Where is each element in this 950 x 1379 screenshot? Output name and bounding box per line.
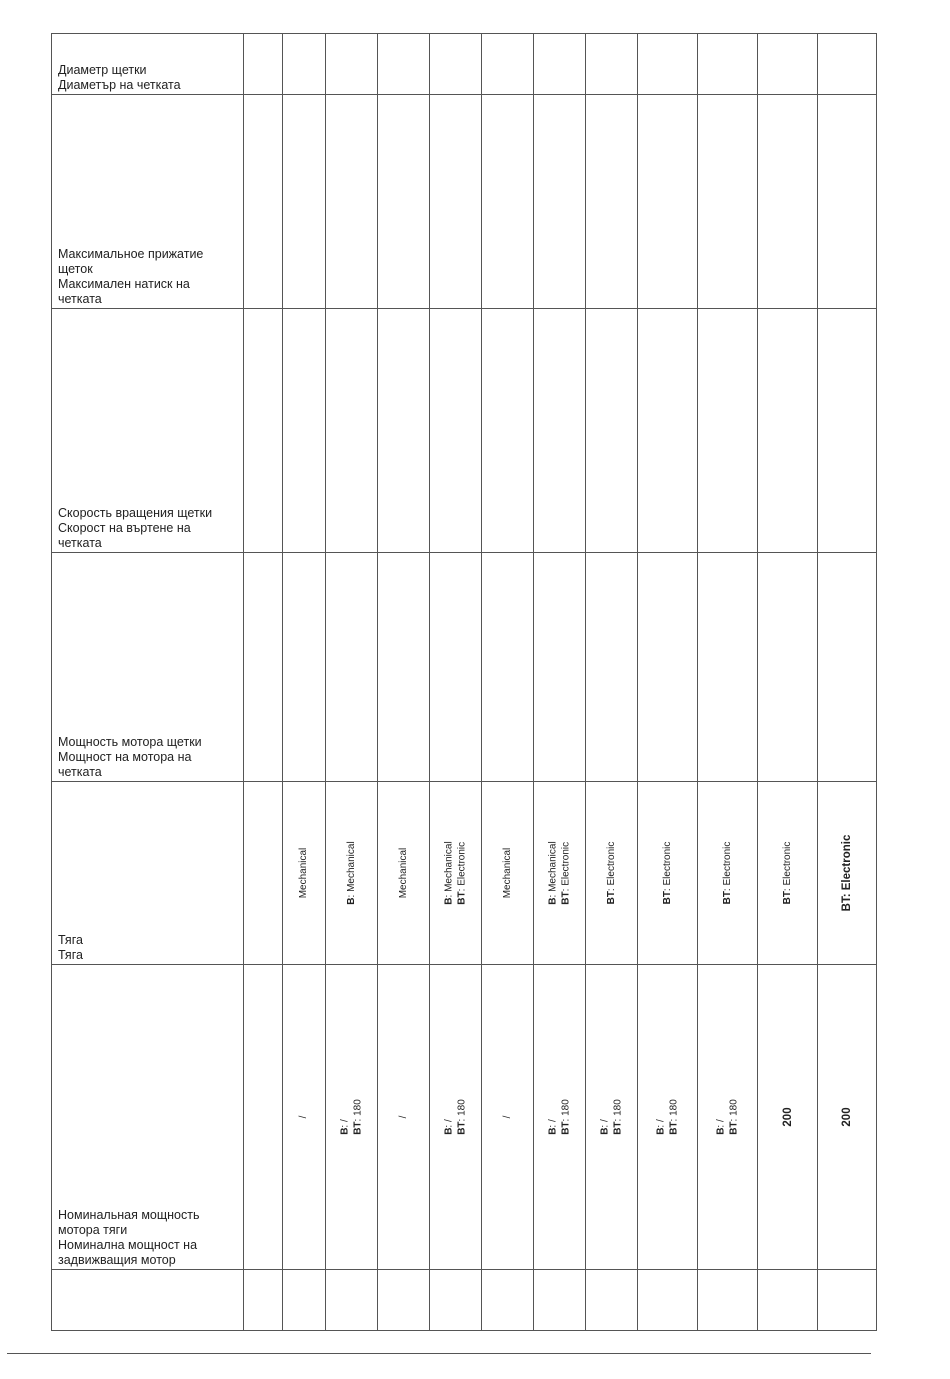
value-cell: [638, 34, 698, 95]
row-label-cell: [52, 34, 244, 95]
value-cell: [378, 34, 430, 95]
value-label: /: [501, 1115, 513, 1119]
row-label-cell: [52, 782, 244, 965]
value-cell: [283, 95, 326, 309]
value-cell: [534, 309, 586, 553]
value-cell: [534, 782, 586, 965]
row-label: [58, 63, 239, 93]
value-cell: [534, 553, 586, 782]
value-line: [841, 835, 854, 912]
value-cell: [638, 95, 698, 309]
value-cell: [638, 553, 698, 782]
value-label: : /: [443, 1119, 454, 1128]
value-line: [560, 1099, 573, 1135]
row-label-line: Мощность мотора щетки: [58, 735, 202, 749]
value-label: Mechanical: [501, 847, 513, 899]
value-prefix: BT: [455, 1121, 467, 1135]
value-prefix: BT: [781, 891, 793, 905]
row-label-line: Номинална мощност на: [58, 1238, 198, 1252]
value-cell: [283, 1270, 326, 1331]
value-text: [345, 841, 358, 904]
value-cell: [482, 553, 534, 782]
value-cell: [534, 34, 586, 95]
row-label: [58, 933, 239, 963]
row-label: [58, 247, 239, 307]
row-label-line: Диаметр щетки: [58, 63, 147, 77]
value-text: [397, 1116, 410, 1119]
value-line: [599, 1099, 612, 1135]
model-cell: [244, 309, 283, 553]
value-cell: [378, 553, 430, 782]
value-text: [599, 1099, 624, 1135]
value-cell: [283, 965, 326, 1270]
model-cell: [244, 965, 283, 1270]
value-label: : /: [339, 1119, 350, 1128]
value-line: [781, 842, 794, 905]
value-cell: [326, 309, 378, 553]
value-prefix: BT: Electronic: [840, 834, 853, 912]
row-label: [58, 1208, 239, 1268]
value-cell: [430, 34, 482, 95]
value-text: [715, 1099, 740, 1135]
value-line: [841, 1107, 854, 1126]
value-cell: [698, 34, 758, 95]
value-label: : 180: [727, 1099, 739, 1122]
value-prefix: B: [443, 897, 454, 905]
value-cell: [378, 95, 430, 309]
value-line: [605, 842, 618, 905]
value-label: : Electronic: [781, 841, 793, 892]
model-cell: [244, 782, 283, 965]
value-cell: [818, 965, 877, 1270]
row-label-line: Максимален натиск на: [58, 277, 190, 291]
row-label-line: четката: [58, 765, 102, 779]
value-cell: [482, 965, 534, 1270]
row-label-line: Диаметър на четката: [58, 78, 181, 92]
value-label: : Electronic: [721, 841, 733, 892]
value-label: : Mechanical: [443, 841, 454, 898]
value-text: [841, 1107, 854, 1126]
table-row: [52, 782, 877, 965]
value-text: [547, 1099, 572, 1135]
value-line: [668, 1099, 681, 1135]
value-prefix: B: [345, 897, 357, 905]
value-cell: [482, 1270, 534, 1331]
value-line: [547, 841, 560, 904]
value-prefix: B: [547, 897, 558, 905]
value-line: [298, 1116, 311, 1119]
value-cell: [638, 965, 698, 1270]
row-label-line: Тяга: [58, 948, 83, 962]
row-label-line: Тяга: [58, 933, 83, 947]
row-label-line: четката: [58, 292, 102, 306]
value-cell: [586, 34, 638, 95]
row-label-line: щеток: [58, 262, 93, 276]
row-label-cell: [52, 95, 244, 309]
value-cell: [534, 965, 586, 1270]
value-cell: [378, 1270, 430, 1331]
spec-table: [51, 33, 877, 1331]
value-label: : Electronic: [605, 841, 617, 892]
row-label-cell: [52, 553, 244, 782]
value-prefix: B: [715, 1127, 726, 1135]
value-prefix: B: [443, 1127, 454, 1135]
value-cell: [326, 95, 378, 309]
footer-rule: [7, 1353, 871, 1354]
row-label-line: задвижващия мотор: [58, 1253, 176, 1267]
value-text: [501, 1116, 514, 1119]
value-line: [443, 841, 456, 904]
table-row: [52, 309, 877, 553]
value-label: : 180: [455, 1099, 467, 1122]
value-cell: [534, 1270, 586, 1331]
row-label: [58, 506, 239, 551]
value-cell: [818, 34, 877, 95]
value-cell: [698, 309, 758, 553]
value-label: : Electronic: [661, 841, 673, 892]
value-cell: [430, 553, 482, 782]
value-cell: [430, 965, 482, 1270]
value-prefix: 200: [781, 1107, 794, 1127]
value-text: [501, 848, 514, 899]
value-prefix: B: [547, 1127, 558, 1135]
value-label: : Mechanical: [345, 841, 357, 898]
value-line: [339, 1099, 352, 1135]
value-prefix: BT: [661, 891, 673, 905]
value-cell: [534, 95, 586, 309]
value-label: : /: [599, 1119, 610, 1128]
value-cell: [586, 782, 638, 965]
row-label-cell: [52, 1270, 244, 1331]
value-label: : /: [715, 1119, 726, 1128]
value-label: : 180: [611, 1099, 623, 1122]
table-row: [52, 34, 877, 95]
model-cell: [244, 1270, 283, 1331]
value-cell: [326, 553, 378, 782]
value-cell: [638, 1270, 698, 1331]
value-text: [661, 842, 674, 905]
row-label-line: четката: [58, 536, 102, 550]
value-cell: [758, 34, 818, 95]
row-label: [58, 735, 239, 780]
value-text: [443, 841, 468, 904]
value-cell: [482, 309, 534, 553]
value-prefix: BT: [721, 891, 733, 905]
value-prefix: BT: [559, 1121, 571, 1135]
value-label: : Mechanical: [547, 841, 558, 898]
value-cell: [586, 553, 638, 782]
value-line: [443, 1099, 456, 1135]
row-label-line: Максимальное прижатие: [58, 247, 204, 261]
value-cell: [818, 309, 877, 553]
model-cell: [244, 95, 283, 309]
table-row: [52, 965, 877, 1270]
value-text: [298, 848, 311, 899]
row-label-line: Скорост на въртене на: [58, 521, 191, 535]
value-line: [397, 1116, 410, 1119]
value-prefix: BT: [351, 1121, 363, 1135]
value-cell: [430, 782, 482, 965]
value-line: [298, 848, 311, 899]
value-text: [605, 842, 618, 905]
value-cell: [326, 782, 378, 965]
value-line: [501, 848, 514, 899]
value-line: [352, 1099, 365, 1135]
value-cell: [638, 309, 698, 553]
value-label: : 180: [559, 1099, 571, 1122]
value-label: /: [397, 1115, 409, 1119]
value-label: Mechanical: [297, 847, 309, 899]
value-cell: [283, 553, 326, 782]
table-row: [52, 95, 877, 309]
value-label: : 180: [351, 1099, 363, 1122]
value-cell: [758, 1270, 818, 1331]
value-prefix: BT: [559, 891, 571, 905]
value-label: : 180: [667, 1099, 679, 1122]
value-line: [547, 1099, 560, 1135]
value-cell: [482, 782, 534, 965]
value-line: [345, 841, 358, 904]
value-prefix: B: [339, 1127, 350, 1135]
value-line: [560, 841, 573, 904]
value-line: [728, 1099, 741, 1135]
value-text: [781, 842, 794, 905]
value-label: /: [297, 1115, 309, 1119]
value-cell: [698, 553, 758, 782]
model-cell: [244, 34, 283, 95]
value-line: [456, 1099, 469, 1135]
value-text: [781, 1107, 794, 1126]
value-cell: [586, 1270, 638, 1331]
value-cell: [283, 309, 326, 553]
value-cell: [758, 553, 818, 782]
value-cell: [818, 553, 877, 782]
value-text: [841, 835, 854, 912]
row-label-line: мотора тяги: [58, 1223, 128, 1237]
value-cell: [698, 965, 758, 1270]
value-cell: [586, 309, 638, 553]
value-cell: [758, 309, 818, 553]
value-text: [298, 1116, 311, 1119]
value-cell: [586, 965, 638, 1270]
value-label: : /: [655, 1119, 666, 1128]
value-text: [721, 842, 734, 905]
table-row: [52, 1270, 877, 1331]
value-cell: [698, 95, 758, 309]
value-text: [547, 841, 572, 904]
value-cell: [818, 782, 877, 965]
value-line: [715, 1099, 728, 1135]
value-cell: [698, 1270, 758, 1331]
value-cell: [326, 1270, 378, 1331]
value-cell: [818, 95, 877, 309]
value-prefix: B: [655, 1127, 666, 1135]
value-text: [443, 1099, 468, 1135]
value-text: [397, 848, 410, 899]
value-cell: [283, 34, 326, 95]
value-prefix: BT: [727, 1121, 739, 1135]
value-cell: [378, 309, 430, 553]
value-prefix: 200: [840, 1107, 853, 1127]
value-text: [339, 1099, 364, 1135]
value-cell: [482, 34, 534, 95]
value-prefix: BT: [611, 1121, 623, 1135]
value-cell: [430, 95, 482, 309]
value-label: Mechanical: [397, 847, 409, 899]
value-cell: [758, 965, 818, 1270]
value-prefix: BT: [667, 1121, 679, 1135]
value-line: [655, 1099, 668, 1135]
value-line: [781, 1107, 794, 1126]
value-cell: [378, 782, 430, 965]
value-label: : Electronic: [559, 841, 571, 892]
row-label-line: Скорость вращения щетки: [58, 506, 213, 520]
value-line: [612, 1099, 625, 1135]
value-cell: [326, 965, 378, 1270]
row-label-line: Мощност на мотора на: [58, 750, 192, 764]
value-cell: [698, 782, 758, 965]
value-cell: [818, 1270, 877, 1331]
value-line: [501, 1116, 514, 1119]
value-line: [721, 842, 734, 905]
value-label: : /: [547, 1119, 558, 1128]
value-cell: [430, 1270, 482, 1331]
value-cell: [482, 95, 534, 309]
value-line: [456, 841, 469, 904]
value-cell: [758, 95, 818, 309]
value-cell: [638, 782, 698, 965]
value-cell: [430, 309, 482, 553]
value-prefix: BT: [605, 891, 617, 905]
table-row: [52, 553, 877, 782]
row-label-cell: [52, 965, 244, 1270]
value-prefix: BT: [455, 891, 467, 905]
value-line: [661, 842, 674, 905]
value-text: [655, 1099, 680, 1135]
value-line: [397, 848, 410, 899]
value-prefix: B: [599, 1127, 610, 1135]
value-label: : Electronic: [455, 841, 467, 892]
value-cell: [326, 34, 378, 95]
value-cell: [283, 782, 326, 965]
row-label-cell: [52, 309, 244, 553]
value-cell: [586, 95, 638, 309]
value-cell: [758, 782, 818, 965]
row-label-line: Номинальная мощность: [58, 1208, 200, 1222]
model-cell: [244, 553, 283, 782]
value-cell: [378, 965, 430, 1270]
